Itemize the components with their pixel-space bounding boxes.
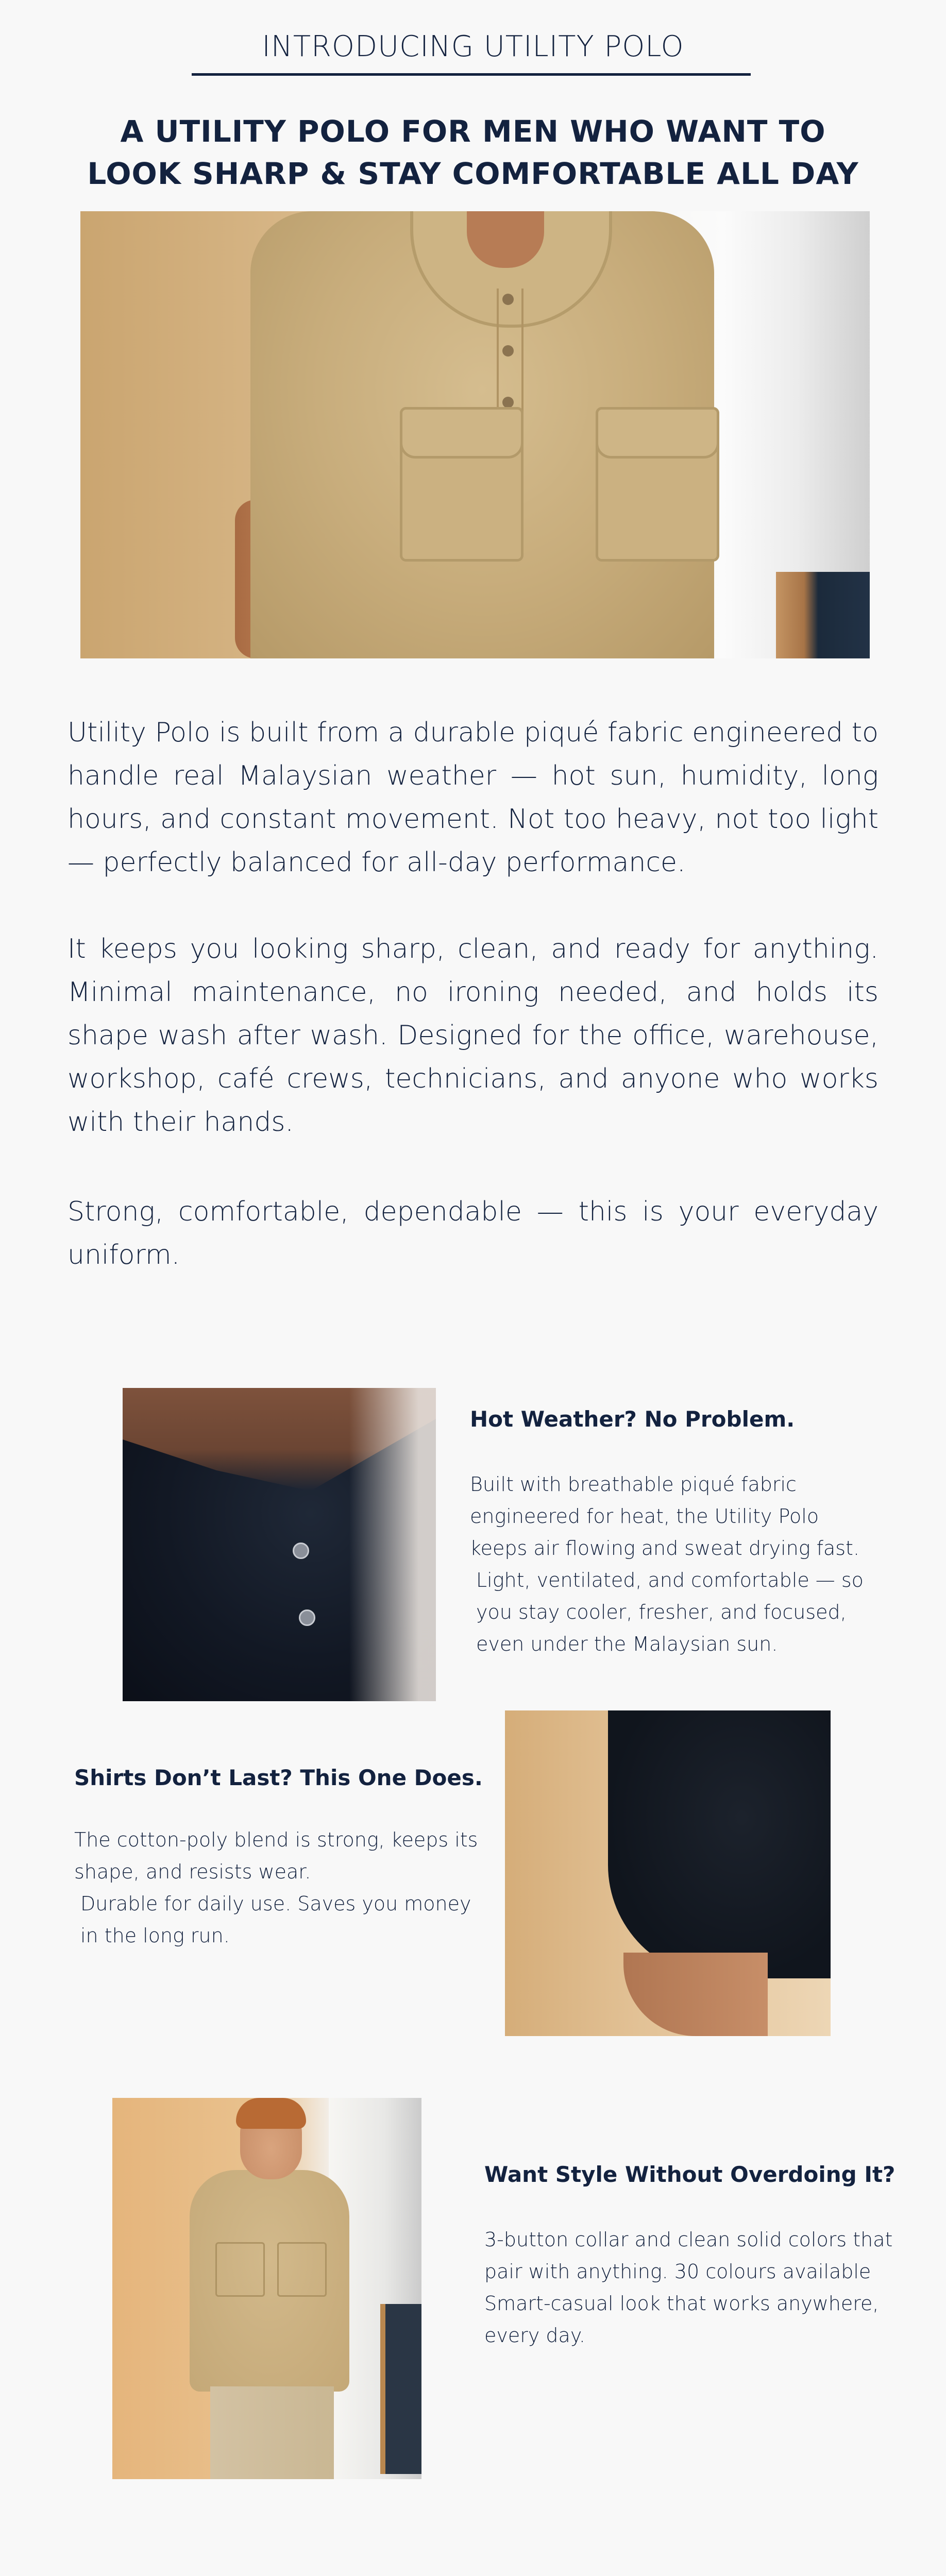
hero-button [502,397,514,408]
feature-image-window-light [349,1388,436,1701]
model-pocket-left [215,2242,265,2297]
model-pants [210,2386,334,2479]
feature-image-black-sleeve [608,1710,831,1978]
feature-line: Smart-casual look that works anywhere, every day. [484,2292,879,2347]
page-headline: A UTILITY POLO FOR MEN WHO WANT TO LOOK SHARP & STAY COMFORTABLE ALL DAY [87,114,859,191]
feature-line: The cotton-poly blend is strong, keeps its shape, and resists wear. [74,1828,478,1883]
feature-text-style [484,2224,897,2351]
feature-line: Durable for daily use. Saves you money in the long run. [80,1892,471,1947]
model-hair [236,2098,306,2129]
feature-title-durability: Shirts Don’t Last? This One Does. [74,1765,483,1790]
eyebrow-title: INTRODUCING UTILITY POLO [262,30,684,63]
feature-image-model-khaki-polo [112,2098,421,2479]
model-pocket-right [277,2242,327,2297]
hero-background-furniture [776,572,870,658]
feature-title-style: Want Style Without Overdoing It? [484,2162,896,2187]
feature-text-durability [74,1824,486,1952]
eyebrow-underline [192,73,751,76]
intro-paragraph-1: Utility Polo is built from a durable piqué fabric engineered to handle real Malaysian weather — hot sun, humidity, long hours, and constant movement. Not too heavy, not too light — perfectly balanced for all-day performance. [67,717,879,878]
intro-paragraph-3: Strong, comfortable, dependable — this is your everyday uniform. [67,1196,879,1270]
hero-image-khaki-polo-closeup [80,211,870,658]
feature-text-hot-weather [470,1468,872,1660]
feature-line: Light, ventilated, and comfortable — so you stay cooler, fresher, and focused, even under the Malaysian sun. [476,1569,864,1655]
feature-image-arm [623,1953,768,2036]
hero-button [502,294,514,305]
hero-button [502,345,514,357]
feature-line: 3-button collar and clean solid colors that pair with anything. 30 colours available [484,2228,893,2283]
feature-title-hot-weather: Hot Weather? No Problem. [470,1406,795,1432]
hero-chest-pocket-right [596,407,719,562]
intro-paragraph-2: It keeps you looking sharp, clean, and ready for anything. Minimal maintenance, no ironing needed, and holds its shape wash after wash. Designed for the office, warehouse, workshop, café crews, technicians, and anyone who works with their hands. [67,934,879,1138]
hero-chest-pocket-left [400,407,523,562]
feature-image-sleeve [505,1710,831,2036]
feature-image-dark-polo [123,1388,436,1701]
feature-line: Built with breathable piqué fabric engineered for heat, the Utility Polo keeps air flowing and sweat drying fast. [470,1473,860,1560]
model-background-screen [380,2304,421,2474]
feature-image-button [293,1543,309,1559]
feature-image-button [299,1609,315,1626]
